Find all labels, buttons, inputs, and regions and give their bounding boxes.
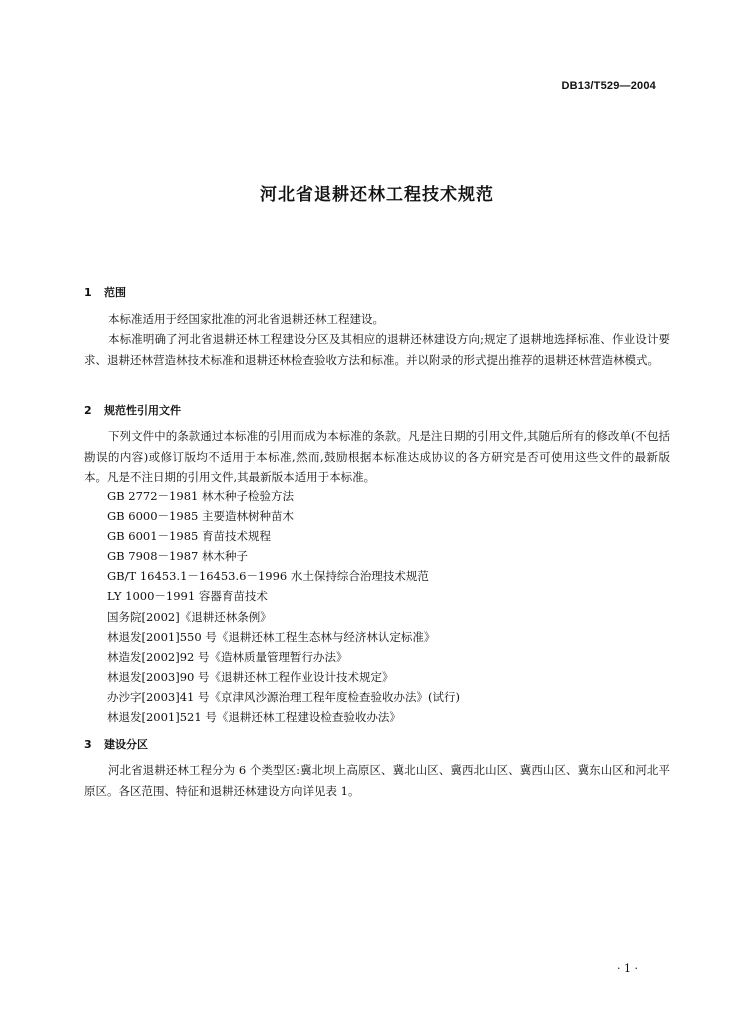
section-1-paragraph-2: 本标准明确了河北省退耕还林工程建设分区及其相应的退耕还林建设方向;规定了退耕地选择标准、作业设计要求、退耕还林营造林技术标准和退耕还林检查验收方法和标准。并以附录的形式提出推荐的退耕还林营造林模式。	[84, 332, 670, 367]
reference-item: GB 6000－1985 主要造林树种苗木	[107, 509, 294, 524]
section-number: 3	[84, 738, 92, 751]
reference-item: 林退发[2003]90 号《退耕还林工程作业设计技术规定》	[107, 669, 394, 684]
section-2-paragraph-1: 下列文件中的条款通过本标准的引用而成为本标准的条款。凡是注日期的引用文件,其随后所有的修改单(不包括勘误的内容)或修订版均不适用于本标准,然而,鼓励根据本标准达成协议的各方研究是否可使用这些文件的最新版本。凡是不注日期的引用文件,其最新版本适用于本标准。	[84, 429, 670, 484]
section-title: 范围	[104, 286, 126, 299]
reference-item: LY 1000－1991 容器育苗技术	[107, 589, 268, 604]
reference-item: 林退发[2001]521 号《退耕还林工程建设检查验收办法》	[107, 710, 401, 725]
section-number: 1	[84, 286, 92, 299]
section-1-heading	[84, 284, 126, 300]
section-2-heading	[84, 402, 181, 418]
section-3-paragraph-1: 河北省退耕还林工程分为 6 个类型区:冀北坝上高原区、冀北山区、冀西北山区、冀西山区、冀东山区和河北平原区。各区范围、特征和退耕还林建设方向详见表 1。	[84, 763, 670, 798]
section-3-heading	[84, 736, 148, 752]
reference-item: GB 6001－1985 育苗技术规程	[107, 529, 271, 544]
reference-item: GB 7908－1987 林木种子	[107, 549, 248, 564]
reference-item: 林造发[2002]92 号《造林质量管理暂行办法》	[107, 649, 348, 664]
reference-list	[107, 486, 460, 727]
reference-item: GB 2772－1981 林木种子检验方法	[107, 489, 294, 503]
reference-item: 国务院[2002]《退耕还林条例》	[107, 609, 272, 624]
section-number: 2	[84, 404, 92, 417]
reference-item: GB/T 16453.1－16453.6－1996 水土保持综合治理技术规范	[107, 569, 429, 584]
standard-code: DB13/T529—2004	[561, 80, 656, 92]
reference-item: 办沙字[2003]41 号《京津风沙源治理工程年度检查验收办法》(试行)	[107, 689, 460, 704]
section-1-paragraph-1: 本标准适用于经国家批准的河北省退耕还林工程建设。	[108, 312, 384, 326]
section-title: 建设分区	[104, 738, 148, 751]
page-number: · 1 ·	[617, 962, 638, 975]
reference-item: 林退发[2001]550 号《退耕还林工程生态林与经济林认定标准》	[107, 629, 436, 644]
section-title: 规范性引用文件	[104, 404, 181, 417]
document-title: 河北省退耕还林工程技术规范	[260, 185, 494, 205]
